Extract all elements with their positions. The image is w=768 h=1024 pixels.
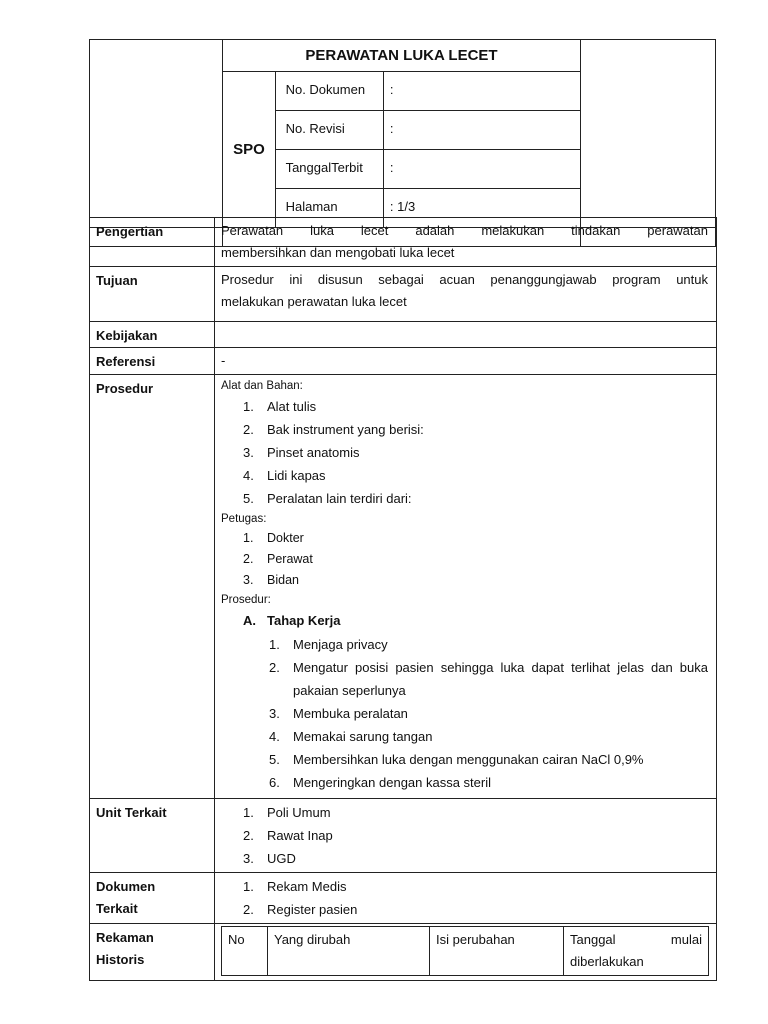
meta-label-dokumen: No. Dokumen [275,72,383,111]
column-header-no: No [222,927,268,976]
list-item: 4. Memakai sarung tangan [269,729,433,744]
label-rekaman: Rekaman [96,930,154,945]
row-prosedur [90,375,717,799]
meta-value-halaman: : 1/3 [383,189,580,228]
logo-cell-right [580,40,715,228]
petugas-heading: Petugas: [221,513,267,525]
list-item: 5. Membersihkan luka dengan menggunakan cairan NaCl 0,9% [269,752,644,767]
list-item: 2. Bak instrument yang berisi: [243,422,424,437]
petugas-list [221,528,708,591]
spo-label: SPO [223,72,275,228]
section-heading: A. Tahap Kerja [243,613,341,628]
list-item: 4. Lidi kapas [243,468,326,483]
label-kebijakan: Kebijakan [90,322,215,348]
row-kebijakan [90,322,717,348]
dokumen-list [221,875,708,921]
logo-cell-left [90,40,223,228]
list-item: 1. Poli Umum [243,805,331,820]
row-tujuan [90,267,717,322]
table-row [222,927,709,976]
label-terkait: Terkait [96,901,138,916]
list-item: 2. Perawat [243,552,313,566]
column-header-yang-dirubah: Yang dirubah [268,927,430,976]
meta-label-halaman: Halaman [275,189,383,228]
header-table [89,39,716,247]
list-item: 1. Alat tulis [243,399,317,414]
langkah-list [221,633,708,794]
list-item: 1. Menjaga privacy [269,637,388,652]
list-item: 1. Rekam Medis [243,879,347,894]
pengertian-line-1: Perawatan luka lecet adalah melakukan tindakan perawatan [221,223,708,238]
list-item: 6. Mengeringkan dengan kassa steril [269,775,492,790]
row-rekaman-historis [90,924,717,981]
row-unit-terkait [90,799,717,873]
meta-value-terbit: : [383,150,580,189]
label-tujuan: Tujuan [90,267,215,322]
column-header-isi-perubahan: Isi perubahan [430,927,564,976]
label-prosedur: Prosedur [90,375,215,799]
row-pengertian [90,218,717,267]
label-historis: Historis [96,952,145,967]
row-dokumen-terkait [90,873,717,924]
list-item: 3. UGD [243,851,296,866]
list-item: 2. Mengatur posisi pasien sehingga luka dapat terlihat jelas dan buka pakaian seperlunya [269,660,708,698]
tujuan-line-2: melakukan perawatan luka lecet [221,294,407,309]
list-item: 3. Pinset anatomis [243,445,360,460]
rekaman-table [221,926,709,976]
sop-table [89,217,717,981]
list-item: 2. Register pasien [243,902,358,917]
label-pengertian: Pengertian [90,218,215,267]
column-header-tanggal: Tanggal mulai diberlakukan [564,927,709,976]
list-item: 3. Membuka peralatan [269,706,408,721]
row-referensi [90,348,717,375]
meta-value-dokumen: : [383,72,580,111]
meta-label-terbit: TanggalTerbit [275,150,383,189]
alat-heading: Alat dan Bahan: [221,380,303,392]
list-item: 5. Peralatan lain terdiri dari: [243,491,412,506]
list-item: 3. Bidan [243,573,299,587]
pengertian-line-2: membersihkan dan mengobati luka lecet [221,245,455,260]
meta-label-revisi: No. Revisi [275,111,383,150]
meta-value-revisi: : [383,111,580,150]
value-kebijakan [215,322,717,348]
alat-list [221,395,708,510]
label-unit-terkait: Unit Terkait [90,799,215,873]
unit-list [221,801,708,870]
tujuan-line-1: Prosedur ini disusun sebagai acuan penanggungjawab program untuk [221,272,708,287]
prosedur-heading: Prosedur: [221,594,271,606]
label-referensi: Referensi [90,348,215,375]
list-item: 1. Dokter [243,531,304,545]
list-item: 2. Rawat Inap [243,828,333,843]
label-dokumen: Dokumen [96,879,156,894]
value-referensi: - [215,348,717,375]
document-title: PERAWATAN LUKA LECET [223,40,580,72]
